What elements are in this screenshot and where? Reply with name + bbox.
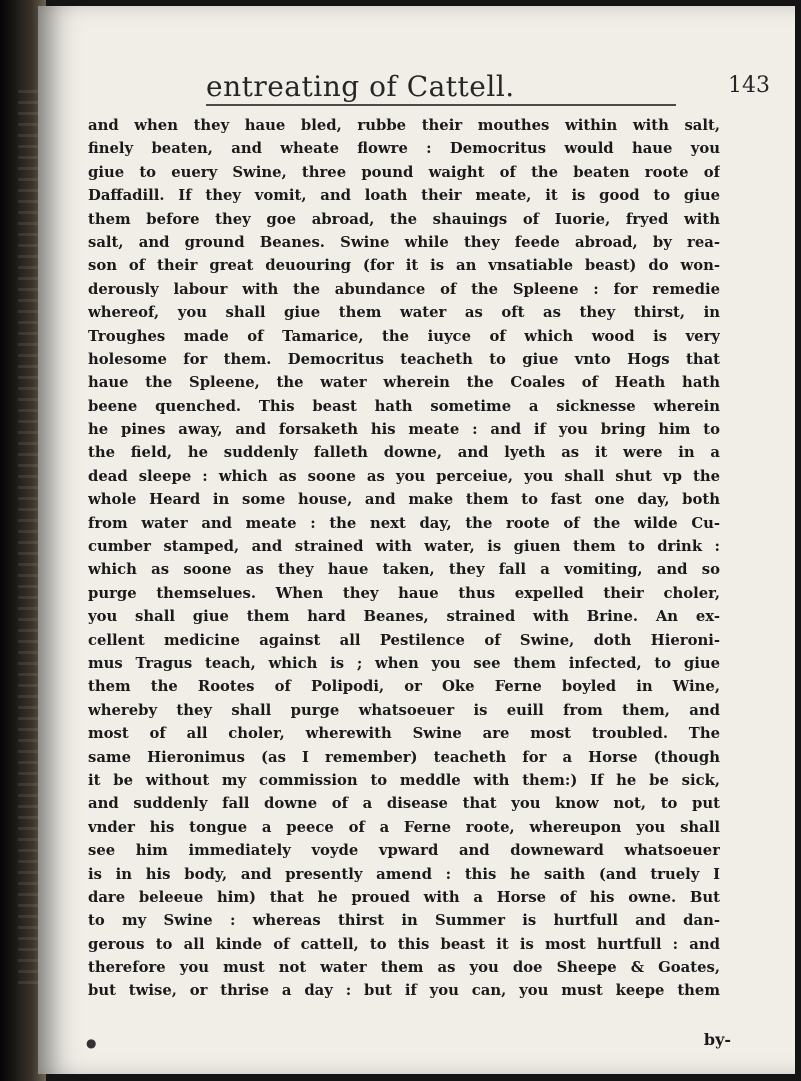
text-line: derously labour with the abundance of the Spleene : for remedie <box>88 280 720 298</box>
text-line: whereof, you shall giue them water as oft as they thirst, in <box>88 304 720 322</box>
text-line: Troughes made of Tamarice, the iuyce of which wood is very <box>88 327 720 345</box>
text-line: haue the Spleene, the water wherein the Coales of Heath hath <box>88 374 720 392</box>
text-line: giue to euery Swine, three pound waight of the beaten roote of <box>88 163 720 181</box>
text-line: beene quenched. This beast hath sometime a sicknesse wherein <box>88 397 720 415</box>
text-line: son of their great deuouring (for it is an vnsatiable beast) do won- <box>88 257 720 275</box>
text-line: holesome for them. Democritus teacheth to giue vnto Hogs that <box>88 350 720 368</box>
text-line: from water and meate : the next day, the roote of the wilde Cu- <box>88 514 720 532</box>
text-line: dare beleeue him) that he proued with a Horse of his owne. But <box>88 888 720 906</box>
text-line: them before they goe abroad, the shauings of Iuorie, fryed with <box>88 210 720 228</box>
text-line: whole Heard in some house, and make them to fast one day, both <box>88 491 720 509</box>
text-line: he pines away, and forsaketh his meate : and if you bring him to <box>88 421 720 439</box>
text-line: the field, he suddenly falleth downe, and lyeth as it were in a <box>88 444 720 462</box>
text-line: vnder his tongue a peece of a Ferne roote, whereupon you shall <box>88 818 720 836</box>
running-head <box>166 70 786 110</box>
text-line: Daffadill. If they vomit, and loath their meate, it is good to giue <box>88 187 720 205</box>
text-line: cellent medicine against all Pestilence of Swine, doth Hieroni- <box>88 631 720 649</box>
text-line: but twise, or thrise a day : but if you can, you must keepe them <box>88 982 720 1000</box>
text-line: same Hieronimus (as I remember) teacheth for a Horse (though <box>88 748 720 766</box>
page-number: 143 <box>728 73 770 98</box>
text-line: whereby they shall purge whatsoeuer is euill from them, and <box>88 701 720 719</box>
text-line: therefore you must not water them as you doe Sheepe & Goates, <box>88 959 720 977</box>
text-line: cumber stamped, and strained with water, is giuen them to drink : <box>88 538 720 556</box>
text-line: and suddenly fall downe of a disease that you know not, to put <box>88 795 720 813</box>
text-line: and when they haue bled, rubbe their mouthes within with salt, <box>88 117 720 134</box>
text-line: you shall giue them hard Beanes, strained with Brine. An ex- <box>88 608 720 626</box>
text-line: see him immediately voyde vpward and downeward whatsoeuer <box>88 842 720 860</box>
body-text <box>88 114 720 1003</box>
text-line: salt, and ground Beanes. Swine while they feede abroad, by rea- <box>88 233 720 251</box>
text-line: most of all choler, wherewith Swine are most troubled. The <box>88 725 720 743</box>
text-line: mus Tragus teach, which is ; when you see them infected, to giue <box>88 654 720 672</box>
text-line: is in his body, and presently amend : this he saith (and truely I <box>88 865 720 883</box>
running-head-title: entreating of Cattell. <box>206 70 515 103</box>
text-line: gerous to all kinde of cattell, to this beast it is most hurtfull : and <box>88 935 720 953</box>
text-line: which as soone as they haue taken, they fall a vomiting, and so <box>88 561 720 579</box>
text-line: purge themselues. When they haue thus expelled their choler, <box>88 584 720 602</box>
text-line: it be without my commission to meddle with them:) If he be sick, <box>88 771 720 789</box>
text-line: to my Swine : whereas thirst in Summer is hurtfull and dan- <box>88 912 720 930</box>
head-rule <box>206 104 676 106</box>
text-line: finely beaten, and wheate flowre : Democritus would haue you <box>88 140 720 158</box>
catchword: by- <box>703 1030 731 1049</box>
text-line: them the Rootes of Polipodi, or Oke Ferne boyled in Wine, <box>88 678 720 696</box>
printer-ornament: ● <box>86 1036 97 1050</box>
text-line: dead sleepe : which as soone as you perceiue, you shall shut vp the <box>88 467 720 485</box>
